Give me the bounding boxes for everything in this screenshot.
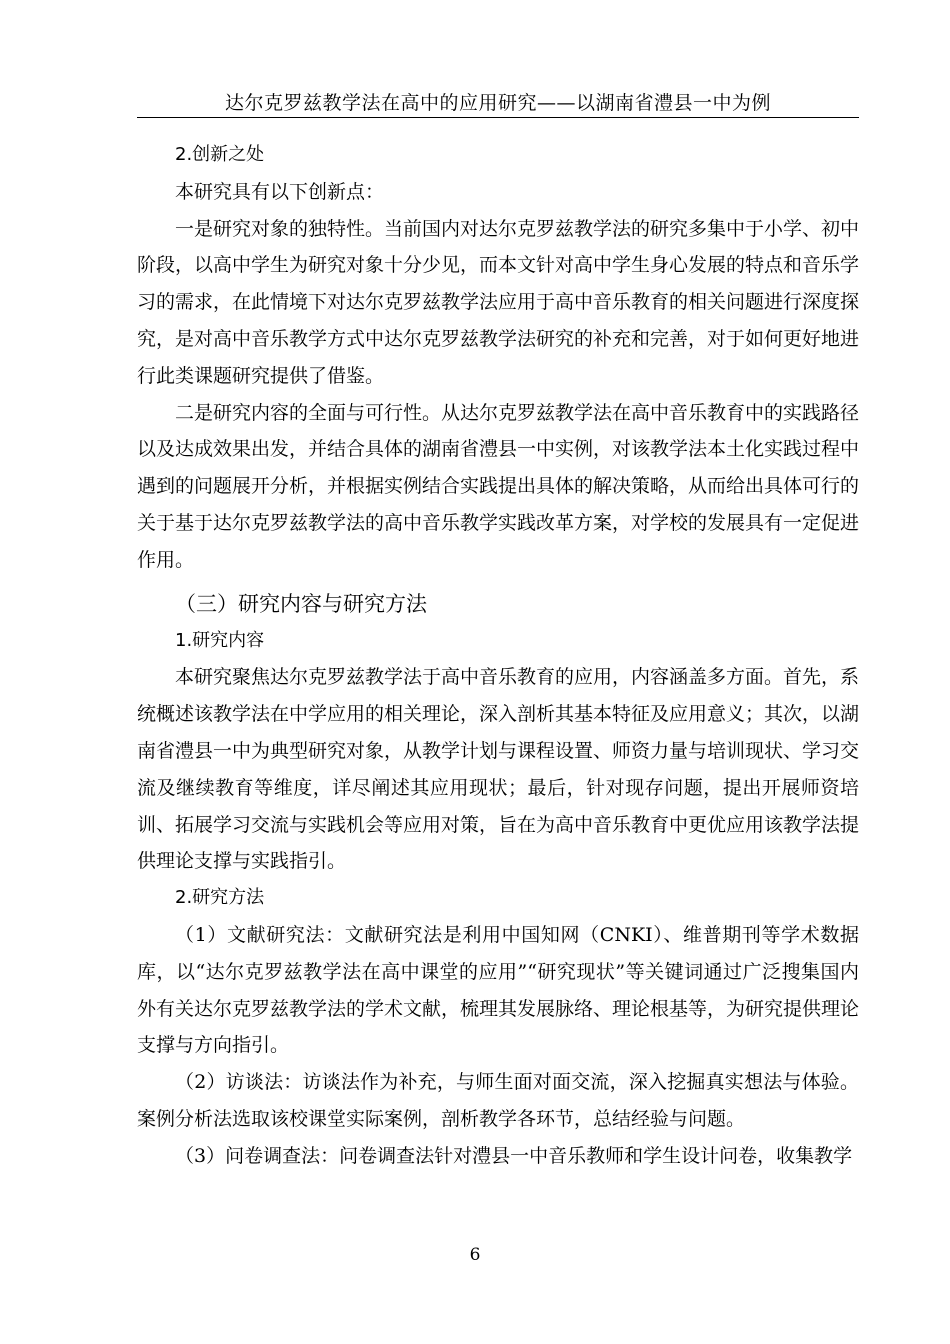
page-number: 6: [469, 1245, 481, 1265]
research-method-heading: 2.研究方法: [175, 887, 265, 909]
research-content-paragraph: 本研究聚焦达尔克罗兹教学法于高中音乐教育的应用，内容涵盖多方面。首先，系统概述该教学法在中学应用的相关理论，深入剖析其基本特征及应用意义；其次，以湖南省澧县一中为典型研究对象，从教学计划与课程设置、师资力量与培训现状、学习交流及继续教育等维度，详尽阐述其应用现状；最后，针对现存问题，提出开展师资培训、拓展学习交流与实践机会等应用对策，旨在为高中音乐教育中更优应用该教学法提供理论支撑与实践指引。: [137, 666, 860, 873]
innovation-intro: 本研究具有以下创新点：: [175, 180, 385, 203]
method-literature-paragraph: （1）文献研究法：文献研究法是利用中国知网（CNKI）、维普期刊等学术数据库，以“达尔克罗兹教学法在高中课堂的应用”“研究现状”等关键词通过广泛搜集国内外有关达尔克罗兹教学法的学术文献，梳理其发展脉络、理论根基等，为研究提供理论支撑与方向指引。: [137, 923, 860, 1057]
innovation-heading: 2.创新之处: [175, 144, 265, 165]
method-questionnaire-paragraph: （3）问卷调查法：问卷调查法针对澧县一中音乐教师和学生设计问卷，收集教学: [175, 1144, 853, 1167]
document-body: [137, 137, 859, 1175]
innovation-paragraph-2: 二是研究内容的全面与可行性。从达尔克罗兹教学法在高中音乐教育中的实践路径以及达成效果出发，并结合具体的湖南省澧县一中实例，对该教学法本土化实践过程中遇到的问题展开分析，并根据实例结合实践提出具体的解决策略，从而给出具体可行的关于基于达尔克罗兹教学法的高中音乐教学实践改革方案，对学校的发展具有一定促进作用。: [137, 401, 860, 571]
innovation-paragraph-1: 一是研究对象的独特性。当前国内对达尔克罗兹教学法的研究多集中于小学、初中阶段，以高中学生为研究对象十分少见，而本文针对高中学生身心发展的特点和音乐学习的需求，在此情境下对达尔克罗兹教学法应用于高中音乐教育的相关问题进行深度探究，是对高中音乐教学方式中达尔克罗兹教学法研究的补充和完善，对于如何更好地进行此类课题研究提供了借鉴。: [137, 217, 860, 387]
section-heading-research-content-methods: （三）研究内容与研究方法: [175, 591, 427, 616]
running-header: 达尔克罗兹教学法在高中的应用研究——以湖南省澧县一中为例: [224, 92, 771, 114]
header-divider: [137, 117, 859, 118]
research-content-heading: 1.研究内容: [175, 629, 265, 651]
method-interview-paragraph: （2）访谈法：访谈法作为补充，与师生面对面交流，深入挖掘真实想法与体验。案例分析法选取该校课堂实际案例，剖析教学各环节，总结经验与问题。: [137, 1071, 859, 1130]
